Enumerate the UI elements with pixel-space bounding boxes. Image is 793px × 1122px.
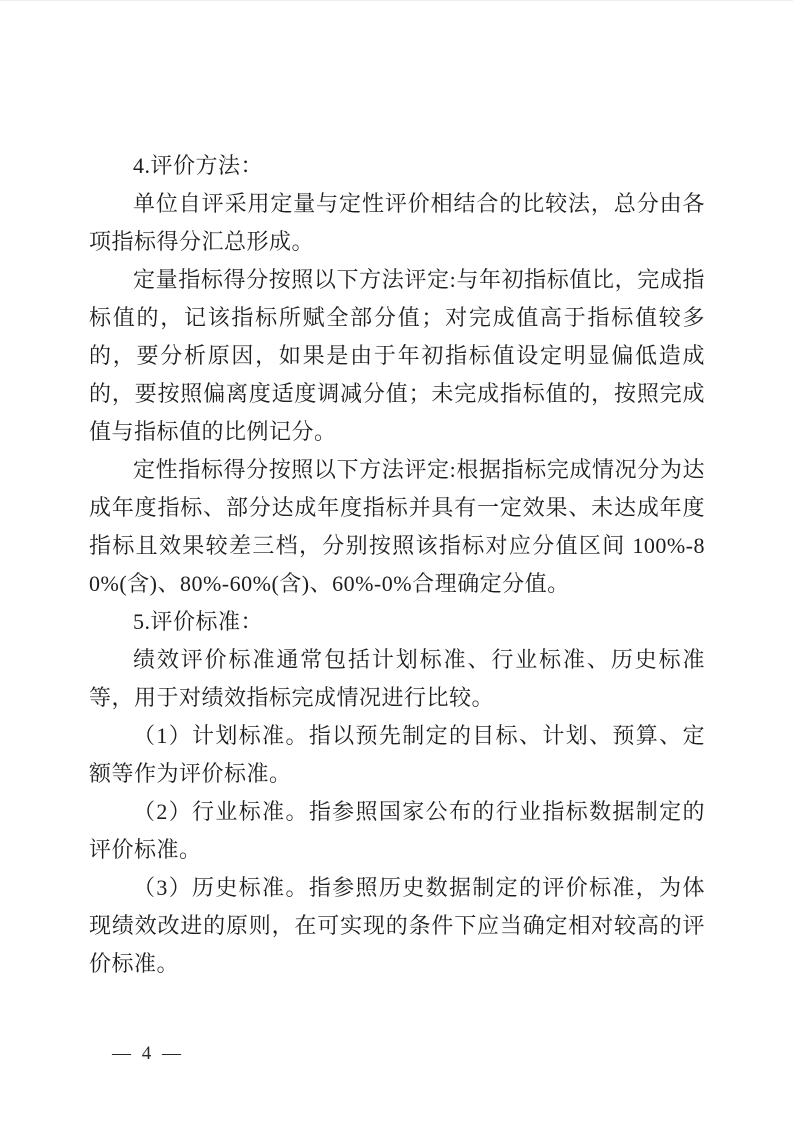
paragraph: （1）计划标准。指以预先制定的目标、计划、预算、定额等作为评价标准。: [89, 723, 705, 786]
paragraph-heading-5: 5.评价标准：: [133, 609, 264, 634]
paragraph: 单位自评采用定量与定性评价相结合的比较法，总分由各项指标得分汇总形成。: [89, 191, 705, 254]
paragraph: 定性指标得分按照以下方法评定:根据指标完成情况分为达成年度指标、部分达成年度指标并具有一定效果、未达成年度指标且效果较差三档，分别按照该指标对应分值区间 100%-80%(含)、80%-60%(含)、60%-0%合理确定分值。: [89, 457, 705, 596]
paragraph: （3）历史标准。指参照历史数据制定的评价标准，为体现绩效改进的原则，在可实现的条件下应当确定相对较高的评价标准。: [89, 875, 705, 976]
document-body: [89, 147, 705, 983]
paragraph-heading-4: 4.评价方法：: [133, 153, 264, 178]
page-number: — 4 —: [112, 1043, 184, 1064]
paragraph: 绩效评价标准通常包括计划标准、行业标准、历史标准等，用于对绩效指标完成情况进行比较。: [89, 647, 705, 710]
paragraph: （2）行业标准。指参照国家公布的行业指标数据制定的评价标准。: [89, 799, 705, 862]
paragraph: 定量指标得分按照以下方法评定:与年初指标值比，完成指标值的，记该指标所赋全部分值；对完成值高于指标值较多的，要分析原因，如果是由于年初指标值设定明显偏低造成的，要按照偏离度适度调减分值；未完成指标值的，按照完成值与指标值的比例记分。: [89, 267, 705, 444]
